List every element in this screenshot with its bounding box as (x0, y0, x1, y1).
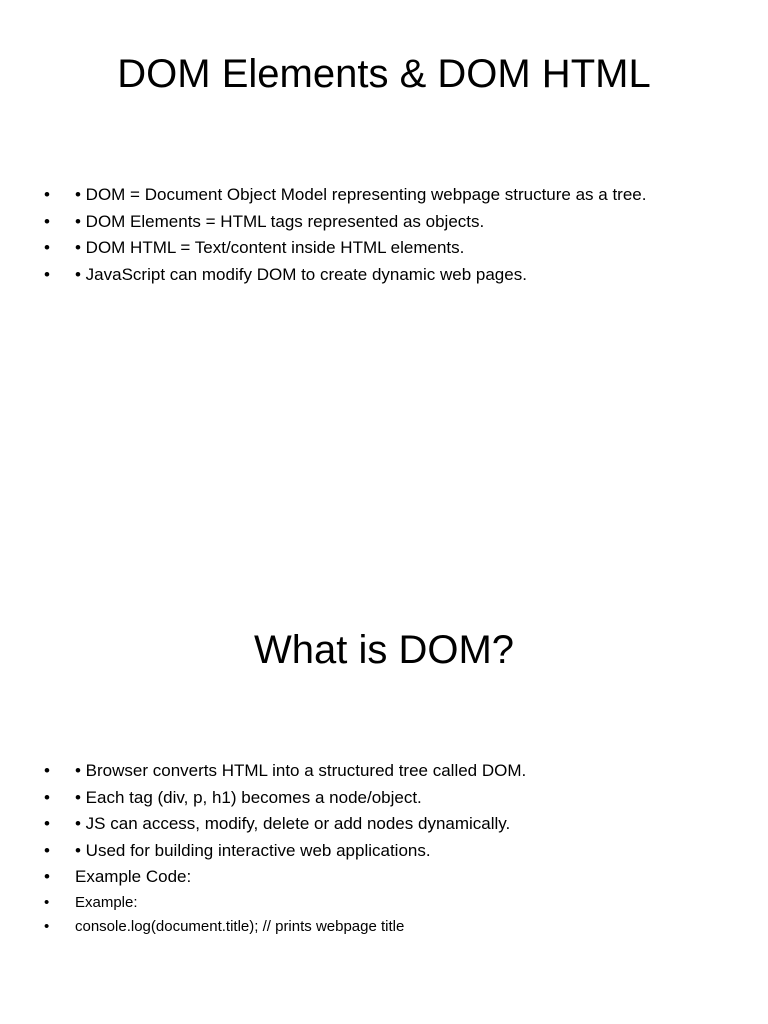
list-item (44, 235, 646, 262)
list-item (44, 209, 646, 236)
bullet-icon: • (44, 867, 50, 887)
list-item (44, 758, 526, 785)
bullet-text: • DOM Elements = HTML tags represented as objects. (75, 211, 485, 231)
bullet-icon: • (44, 787, 50, 807)
bullet-text: • JavaScript can modify DOM to create dynamic web pages. (75, 264, 527, 284)
list-item (44, 811, 526, 838)
bullet-icon: • (44, 814, 50, 834)
bullet-icon: • (44, 893, 50, 911)
bullet-text: Example Code: (75, 867, 192, 887)
list-item (44, 838, 526, 865)
list-item (44, 182, 646, 209)
list-item (44, 915, 526, 940)
slide-title: What is DOM? (253, 628, 515, 672)
slide-what-is-dom (0, 576, 768, 1024)
bullet-text: • Used for building interactive web applications. (75, 840, 431, 860)
bullet-text: • Browser converts HTML into a structured tree called DOM. (75, 761, 527, 780)
list-item (44, 785, 526, 812)
list-item (44, 891, 526, 916)
bullet-text: • JS can access, modify, delete or add nodes dynamically. (75, 814, 511, 834)
bullet-icon: • (44, 211, 50, 231)
bullet-text: • DOM = Document Object Model representing webpage structure as a tree. (75, 185, 647, 204)
bullet-text: console.log(document.title); // prints webpage title (75, 918, 405, 936)
list-item (44, 262, 646, 289)
list-item (44, 864, 526, 891)
bullet-icon: • (44, 264, 50, 284)
bullet-list (44, 758, 526, 940)
bullet-icon: • (44, 185, 50, 204)
bullet-icon: • (44, 238, 50, 258)
bullet-text: • Each tag (div, p, h1) becomes a node/object. (75, 787, 422, 807)
bullet-icon: • (44, 840, 50, 860)
bullet-icon: • (44, 918, 50, 936)
slide-title: DOM Elements & DOM HTML (117, 52, 651, 96)
bullet-text: • DOM HTML = Text/content inside HTML elements. (75, 238, 465, 258)
bullet-icon: • (44, 761, 50, 780)
bullet-text: Example: (75, 893, 138, 911)
bullet-list (44, 182, 646, 288)
